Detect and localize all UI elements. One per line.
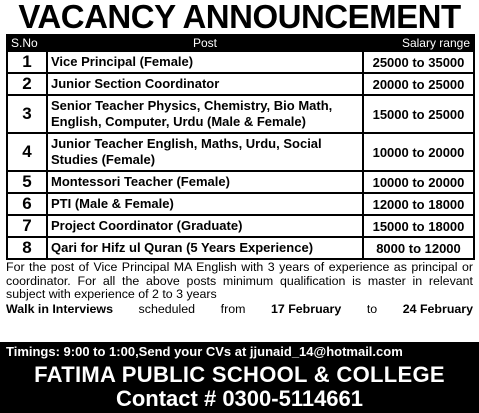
row-post: Junior Section Coordinator [47,73,363,95]
footer [0,362,479,413]
walk-in-end-date: 24 February [402,301,473,316]
table-row [7,133,474,171]
timings-bar: Timings: 9:00 to 1:00,Send your CVs at jjunaid_14@hotmail.com [0,342,479,362]
walk-in-from: from [220,301,246,316]
row-sno: 4 [7,133,47,171]
row-post: Vice Principal (Female) [47,51,363,73]
row-sno: 3 [7,95,47,133]
row-sno: 1 [7,51,47,73]
row-salary: 12000 to 18000 [363,193,474,215]
row-salary: 15000 to 25000 [363,95,474,133]
header-sno: S.No [7,35,47,51]
row-post: PTI (Male & Female) [47,193,363,215]
row-sno: 8 [7,237,47,259]
row-salary: 20000 to 25000 [363,73,474,95]
row-sno: 5 [7,171,47,193]
row-salary: 10000 to 20000 [363,133,474,171]
walk-in-line [6,302,473,316]
table-header-row [7,35,474,51]
table-row [7,171,474,193]
table-row [7,95,474,133]
header-salary: Salary range [363,35,474,51]
row-post: Senior Teacher Physics, Chemistry, Bio Math, English, Computer, Urdu (Male & Female) [47,95,363,133]
row-salary: 8000 to 12000 [363,237,474,259]
qualification-note: For the post of Vice Principal MA English with 3 years of experience as principal or coordinator. For all the above posts minimum qualification is master in relevant subject with experience of 2 to 3 years [6,260,473,301]
row-salary: 25000 to 35000 [363,51,474,73]
header-post: Post [47,35,363,51]
walk-in-scheduled: scheduled [138,301,196,316]
row-sno: 7 [7,215,47,237]
row-salary: 15000 to 18000 [363,215,474,237]
school-name: FATIMA PUBLIC SCHOOL & COLLEGE [34,362,445,387]
table-row [7,51,474,73]
walk-in-label: Walk in Interviews [6,301,113,316]
contact-number: Contact # 0300-5114661 [115,386,364,411]
row-salary: 10000 to 20000 [363,171,474,193]
row-post: Project Coordinator (Graduate) [47,215,363,237]
row-post: Montessori Teacher (Female) [47,171,363,193]
table-row [7,215,474,237]
table-row [7,237,474,259]
vacancy-table [6,34,475,260]
row-post: Qari for Hifz ul Quran (5 Years Experience) [47,237,363,259]
table-row [7,73,474,95]
table-row [7,193,474,215]
row-sno: 6 [7,193,47,215]
walk-in-start-date: 17 February [271,301,342,316]
headline: VACANCY ANNOUNCEMENT [18,0,461,35]
walk-in-to: to [366,301,378,316]
row-sno: 2 [7,73,47,95]
row-post: Junior Teacher English, Maths, Urdu, Social Studies (Female) [47,133,363,171]
